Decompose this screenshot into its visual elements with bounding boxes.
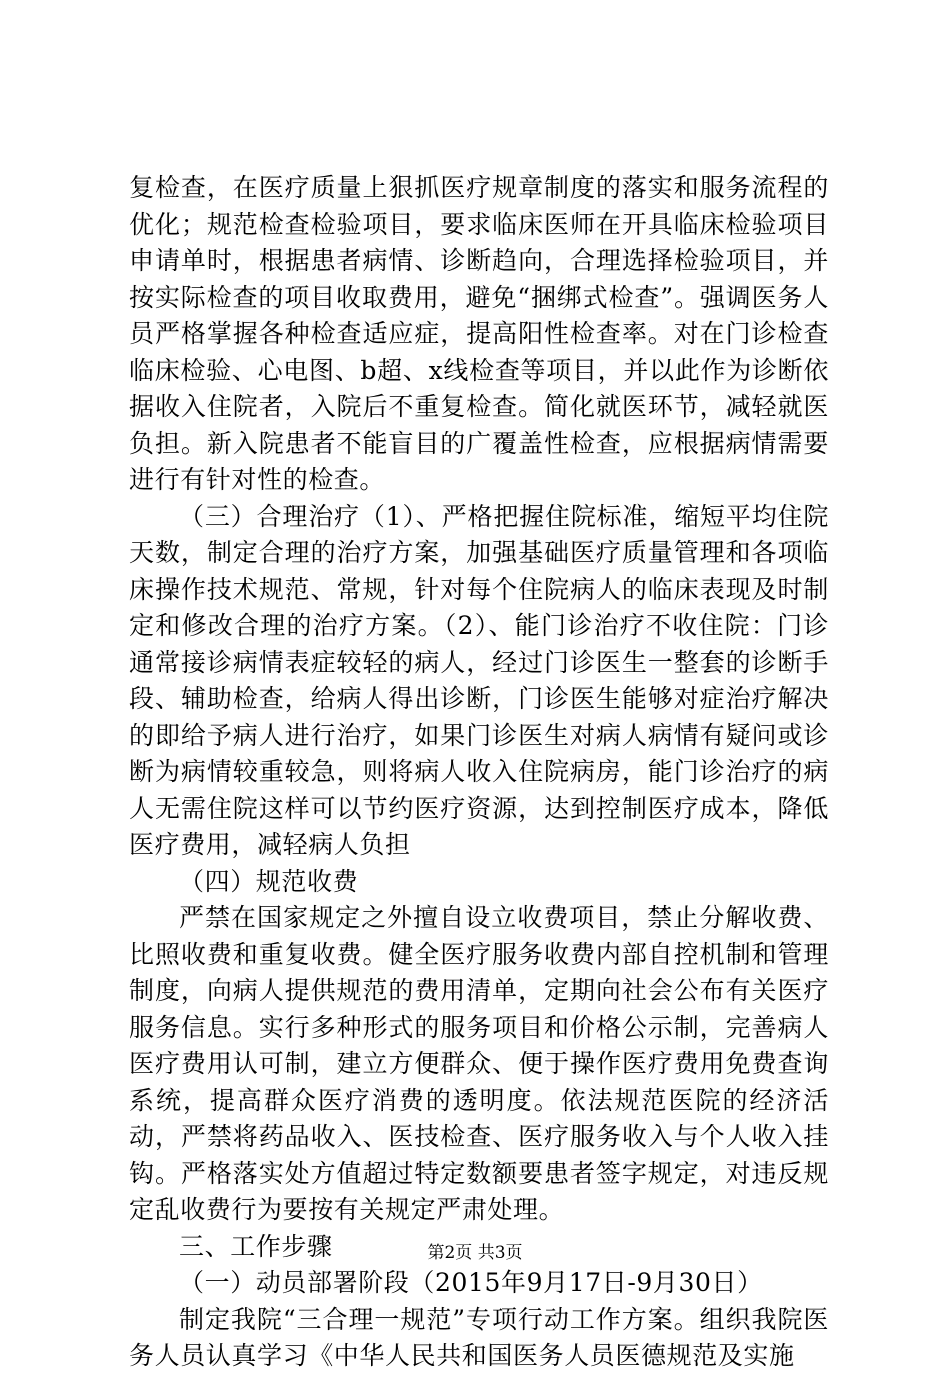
paragraph-mobilization-plan: 制定我院“三合理一规范”专项行动工作方案。组织我院医务人员认真学习《中华人民共和国医务人员医德规范及实施 [129, 1304, 829, 1370]
heading-standard-charging: （四）规范收费 [179, 866, 359, 896]
page-number-footer: 第2页 共3页 [427, 1243, 523, 1263]
heading-mobilization-stage: （一）动员部署阶段（2015年9月17日-9月30日） [179, 1268, 763, 1297]
document-body [129, 170, 829, 1375]
paragraph-exam-continuation: 复检查，在医疗质量上狠抓医疗规章制度的落实和服务流程的优化；规范检查检验项目，要求临床医师在开具临床检验项目申请单时，根据患者病情、诊断趋向，合理选择检验项目，并按实际检查的项目收取费用，避免“捆绑式检查”。强调医务人员严格掌握各种检查适应症，提高阳性检查率。对在门诊检查临床检验、心电图、b超、x线检查等项目，并以此作为诊断依据收入住院者，入院后不重复检查。简化就医环节，减轻就医负担。新入院患者不能盲目的广覆盖性检查，应根据病情需要进行有针对性的检查。 [129, 173, 829, 494]
paragraph-reasonable-treatment: （三）合理治疗（1）、严格把握住院标准，缩短平均住院天数，制定合理的治疗方案，加强基础医疗质量管理和各项临床操作技术规范、常规，针对每个住院病人的临床表现及时制定和修改合理的治疗方案。（2）、能门诊治疗不收住院：门诊通常接诊病情表症较轻的病人，经过门诊医生一整套的诊断手段、辅助检查，给病人得出诊断，门诊医生能够对症治疗解决的即给予病人进行治疗，如果门诊医生对病人病情有疑问或诊断为病情较重较急，则将病人收入住院病房，能门诊治疗的病人无需住院这样可以节约医疗资源，达到控制医疗成本，降低医疗费用，减轻病人负担 [129, 501, 829, 859]
paragraph-standard-charging: 严禁在国家规定之外擅自设立收费项目，禁止分解收费、比照收费和重复收费。健全医疗服务收费内部自控机制和管理制度，向病人提供规范的费用清单，定期向社会公布有关医疗服务信息。实行多种形式的服务项目和价格公示制，完善病人医疗费用认可制，建立方便群众、便于操作医疗费用免费查询系统，提高群众医疗消费的透明度。依法规范医院的经济活动，严禁将药品收入、医技检查、医疗服务收入与个人收入挂钩。严格落实处方值超过特定数额要患者签字规定，对违反规定乱收费行为要按有关规定严肃处理。 [129, 903, 829, 1224]
heading-work-steps: 三、工作步骤 [179, 1231, 333, 1261]
